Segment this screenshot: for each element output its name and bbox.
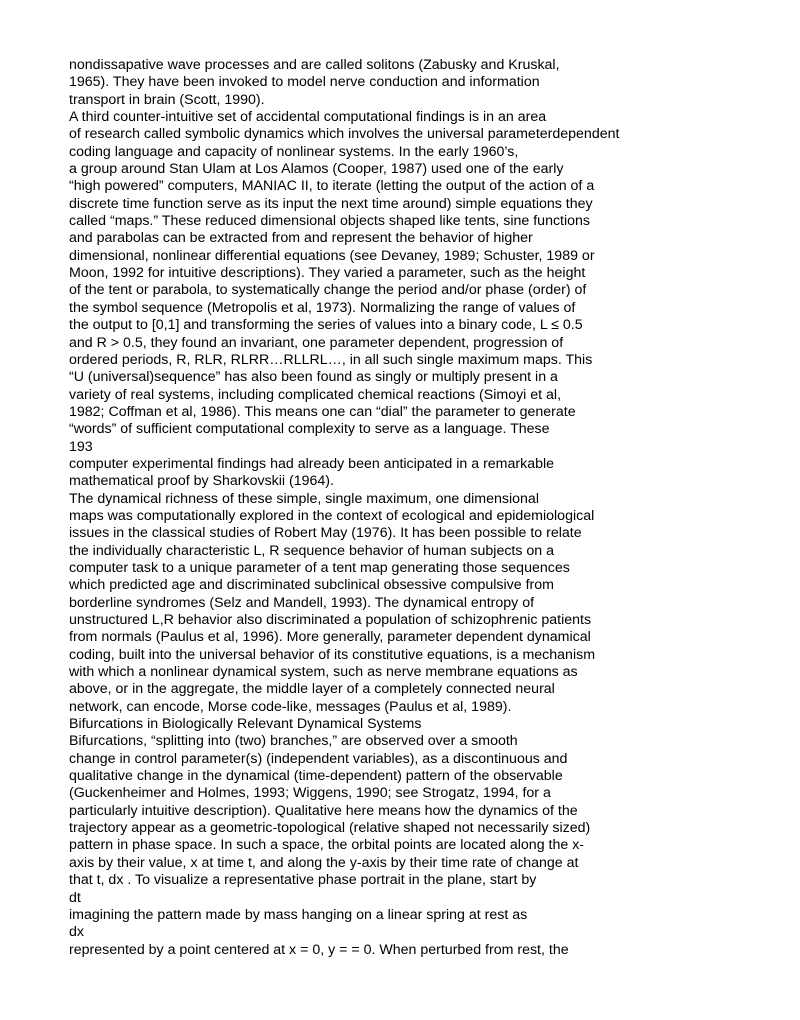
text-line: ordered periods, R, RLR, RLRR…RLLRL…, in all such single maximum maps. This: [69, 351, 593, 368]
text-line: the symbol sequence (Metropolis et al, 1973). Normalizing the range of values of: [69, 299, 576, 316]
text-line: The dynamical richness of these simple, single maximum, one dimensional: [69, 490, 539, 507]
text-line: unstructured L,R behavior also discriminated a population of schizophrenic patients: [69, 612, 592, 628]
text-line: pattern in phase space. In such a space, the orbital points are located along the x-: [69, 837, 585, 854]
text-line: dx: [69, 924, 84, 941]
text-line: dimensional, nonlinear differential equations (see Devaney, 1989; Schuster, 1989 or: [69, 247, 595, 264]
text-line: particularly intuitive description). Qualitative here means how the dynamics of the: [69, 802, 578, 819]
text-line: maps was computationally explored in the context of ecological and epidemiological: [69, 507, 595, 524]
text-line: a group around Stan Ulam at Los Alamos (Cooper, 1987) used one of the early: [69, 161, 564, 178]
text-line: computer experimental findings had already been anticipated in a remarkable: [69, 455, 555, 472]
text-line: the output to [0,1] and transforming the series of values into a binary code, L ≤ 0.5: [69, 317, 583, 334]
text-line: that t, dx . To visualize a representative phase portrait in the plane, start by: [69, 872, 537, 889]
text-line: network, can encode, Morse code-like, messages (Paulus et al, 1989).: [69, 698, 512, 715]
section-heading: Bifurcations in Biologically Relevant Dynamical Systems: [69, 716, 422, 733]
text-line: called “maps.” These reduced dimensional objects shaped like tents, sine functions: [69, 213, 591, 230]
text-line: mathematical proof by Sharkovskii (1964).: [69, 473, 334, 490]
text-line: (Guckenheimer and Holmes, 1993; Wiggens, 1990; see Strogatz, 1994, for a: [69, 785, 551, 802]
text-line: coding, built into the universal behavior of its constitutive equations, is a mechanism: [69, 646, 596, 663]
text-line: borderline syndromes (Selz and Mandell, 1993). The dynamical entropy of: [69, 594, 535, 611]
fraction-denominator: imagining the pattern made by mass hanging on a linear spring at rest as: [69, 906, 528, 923]
text-line: and R > 0.5, they found an invariant, one parameter dependent, progression of: [69, 334, 564, 351]
text-line: dt: [69, 889, 81, 906]
text-line: Bifurcations, “splitting into (two) branches,” are observed over a smooth: [69, 733, 518, 750]
text-line: the individually characteristic L, R sequence behavior of human subjects on a: [69, 542, 555, 559]
page-number: 193: [69, 438, 93, 455]
text-line: issues in the classical studies of Robert May (1976). It has been possible to relate: [69, 525, 582, 542]
text-line: which predicted age and discriminated subclinical obsessive compulsive from: [69, 577, 554, 594]
text-line: transport in brain (Scott, 1990).: [69, 91, 265, 108]
text-line: qualitative change in the dynamical (time-dependent) pattern of the observable: [69, 768, 563, 785]
text-line: change in control parameter(s) (independent variables), as a discontinuous and: [69, 750, 568, 767]
text-line: A third counter-intuitive set of accidental computational findings is in an area: [69, 109, 547, 126]
document-page: [69, 57, 769, 976]
text-line: “words” of sufficient computational complexity to serve as a language. These: [69, 421, 550, 438]
text-line: Moon, 1992 for intuitive descriptions). They varied a parameter, such as the height: [69, 265, 586, 282]
text-line: computer task to a unique parameter of a tent map generating those sequences: [69, 559, 570, 576]
text-line: variety of real systems, including complicated chemical reactions (Simoyi et al,: [69, 386, 562, 403]
text-line: [69, 959, 769, 976]
text-line: 1982; Coffman et al, 1986). This means one can “dial” the parameter to generate: [69, 403, 576, 420]
fraction-numerator: represented by a point centered at x = 0, y = = 0. When perturbed from rest, the: [69, 941, 569, 958]
text-line: of the tent or parabola, to systematically change the period and/or phase (order) of: [69, 282, 587, 299]
text-line: of research called symbolic dynamics which involves the universal parameterdependent: [69, 126, 620, 143]
text-line: axis by their value, x at time t, and along the y-axis by their time rate of change at: [69, 854, 579, 871]
text-line: and parabolas can be extracted from and represent the behavior of higher: [69, 230, 533, 247]
text-line: with which a nonlinear dynamical system, such as nerve membrane equations as: [69, 664, 578, 681]
text-line: nondissapative wave processes and are called solitons (Zabusky and Kruskal,: [69, 57, 560, 73]
text-line: “high powered” computers, MANIAC II, to iterate (letting the output of the action of a: [69, 178, 595, 195]
text-line: from normals (Paulus et al, 1996). More generally, parameter dependent dynamical: [69, 629, 591, 646]
text-line: discrete time function serve as its input the next time around) simple equations they: [69, 195, 593, 212]
text-line: “U (universal)sequence” has also been found as singly or multiply present in a: [69, 369, 558, 386]
text-line: coding language and capacity of nonlinear systems. In the early 1960’s,: [69, 143, 519, 160]
text-line: above, or in the aggregate, the middle layer of a completely connected neural: [69, 681, 555, 698]
text-line: 1965). They have been invoked to model nerve conduction and information: [69, 74, 540, 91]
text-line: trajectory appear as a geometric-topological (relative shaped not necessarily sized): [69, 820, 591, 837]
